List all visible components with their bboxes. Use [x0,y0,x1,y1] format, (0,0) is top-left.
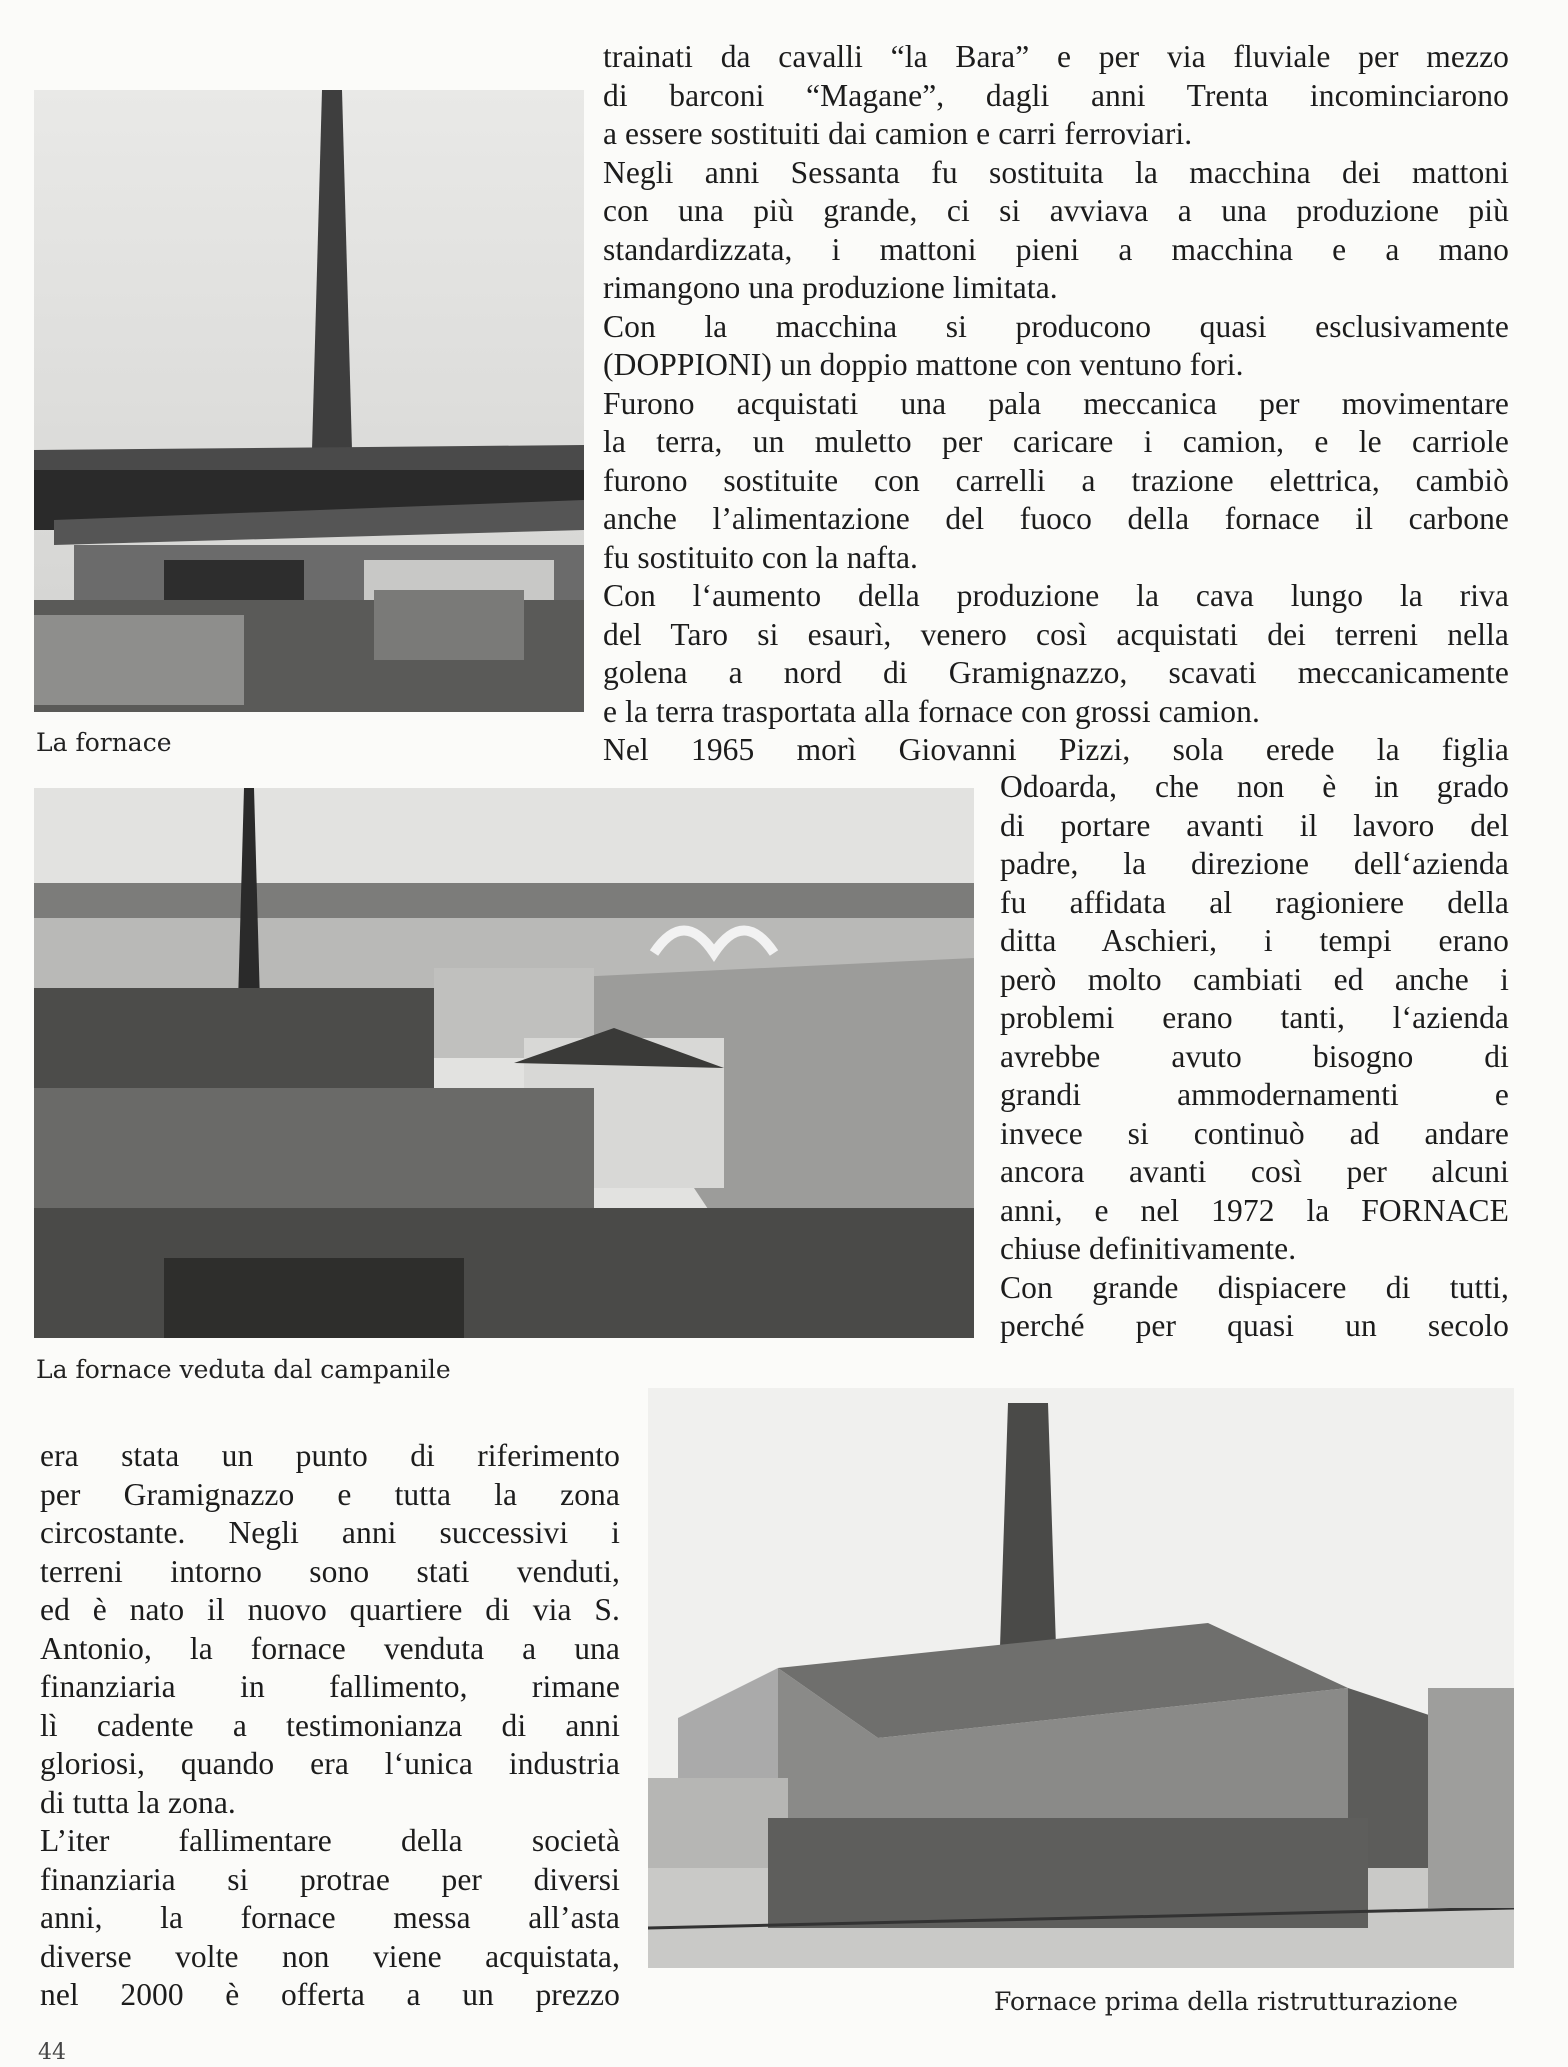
text-line: anni, la fornace messa all’asta [40,1900,620,1935]
text-line: golena a nord di Gramignazzo, scavati meccanicamente [603,655,1509,690]
text-line: avrebbe avuto bisogno di [1000,1038,1509,1074]
text-line: per Gramignazzo e tutta la zona [40,1476,620,1512]
text-line: Con grande dispiacere di tutti, [1000,1269,1509,1305]
text-line: fu affidata al ragioniere della [1000,884,1509,920]
photo-fornace-ristrutturazione [648,1388,1514,1968]
text-line: era stata un punto di riferimento [40,1438,620,1473]
text-line: e la terra trasportata alla fornace con grossi camion. [603,693,1260,729]
text-line: ditta Aschieri, i tempi erano [1000,923,1509,958]
text-line: rimangono una produzione limitata. [603,270,1058,305]
text-line: invece si continuò ad andare [1000,1115,1509,1151]
text-line: trainati da cavalli “la Bara” e per via fluviale per mezzo [603,39,1509,74]
text-line: nel 2000 è offerta a un prezzo [40,1977,620,2012]
page-number: 44 [38,2040,66,2065]
text-line: chiuse definitivamente. [1000,1231,1297,1266]
text-line: anche l’alimentazione del fuoco della fornace il carbone [603,501,1509,536]
text-line: la terra, un muletto per caricare i camion, e le carriole [603,424,1509,459]
text-line: perché per quasi un secolo [1000,1308,1509,1343]
text-line: Con la macchina si producono quasi esclusivamente [603,308,1509,344]
text-line: Furono acquistati una pala meccanica per movimentare [603,385,1509,421]
text-line: del Taro si esaurì, venero così acquistati dei terreni nella [603,616,1509,652]
text-line: padre, la direzione dell‘azienda [1000,846,1509,881]
text-line: standardizzata, i mattoni pieni a macchina e a mano [603,231,1509,267]
caption-fornace-ristrutturazione: Fornace prima della ristrutturazione [994,1987,1458,2016]
text-line: (DOPPIONI) un doppio mattone con ventuno fori. [603,347,1244,382]
text-line: Con l‘aumento della produzione la cava lungo la riva [603,578,1509,613]
text-line: anni, e nel 1972 la FORNACE [1000,1192,1509,1228]
text-line: lì cadente a testimonianza di anni [40,1707,620,1743]
text-line: finanziaria in fallimento, rimane [40,1669,620,1704]
text-line: Nel 1965 morì Giovanni Pizzi, sola erede la figlia [603,732,1509,767]
text-line: L’iter fallimentare della società [40,1823,620,1858]
text-line: gloriosi, quando era l‘unica industria [40,1746,620,1781]
text-line: Antonio, la fornace venduta a una [40,1630,620,1666]
text-line: circostante. Negli anni successivi i [40,1515,620,1550]
text-line: furono sostituite con carrelli a trazione elettrica, cambiò [603,462,1509,498]
caption-fornace-campanile: La fornace veduta dal campanile [36,1355,451,1384]
text-line: Odoarda, che non è in grado [1000,769,1509,804]
caption-fornace: La fornace [36,728,172,757]
text-column-top [603,38,1509,770]
text-line: finanziaria si protrae per diversi [40,1861,620,1897]
text-line: fu sostituito con la nafta. [603,539,919,575]
text-line: però molto cambiati ed anche i [1000,961,1509,997]
text-column-left [40,1437,620,2015]
text-line: problemi erano tanti, l‘azienda [1000,1000,1509,1035]
text-line: ancora avanti così per alcuni [1000,1154,1509,1189]
photo-fornace [34,90,584,712]
text-line: terreni intorno sono stati venduti, [40,1553,620,1589]
text-line: di tutta la zona. [40,1784,236,1820]
text-line: a essere sostituiti dai camion e carri ferroviari. [603,116,1193,151]
text-line: di barconi “Magane”, dagli anni Trenta incominciarono [603,77,1509,113]
text-line: con una più grande, ci si avviava a una produzione più [603,193,1509,228]
text-line: ed è nato il nuovo quartiere di via S. [40,1592,620,1627]
text-line: diverse volte non viene acquistata, [40,1938,620,1974]
text-line: grandi ammodernamenti e [1000,1077,1509,1112]
text-line: di portare avanti il lavoro del [1000,807,1509,843]
text-column-right [1000,768,1509,1346]
text-line: Negli anni Sessanta fu sostituita la macchina dei mattoni [603,154,1509,190]
photo-fornace-campanile [34,788,974,1338]
